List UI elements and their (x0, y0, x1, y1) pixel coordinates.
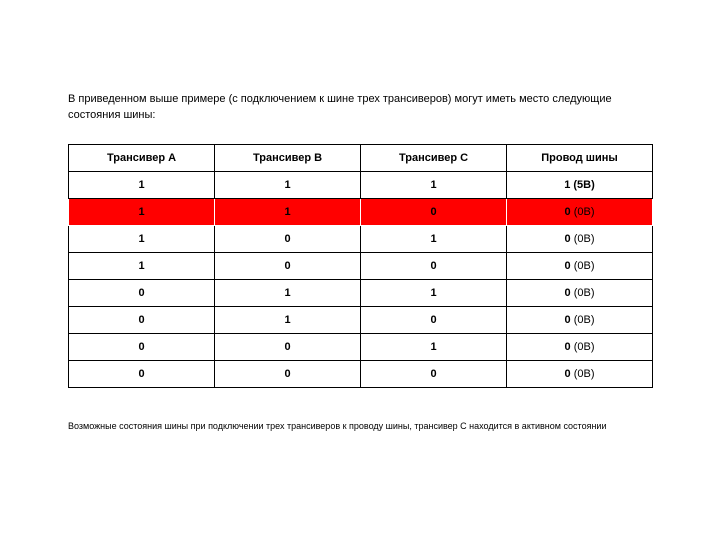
bus-voltage: (0В) (573, 260, 595, 272)
caption-text: Возможные состояния шины при подключении трех трансиверов к проводу шины, трансивер С находится в активном состоянии (68, 421, 607, 431)
cell-a: 0 (69, 334, 215, 361)
cell-c: 1 (361, 226, 507, 253)
bus-value: 0 (564, 341, 571, 353)
table-row (69, 172, 653, 199)
cell-bus (507, 361, 653, 388)
cell-a: 1 (69, 253, 215, 280)
intro-text: В приведенном выше примере (с подключением к шине трех трансиверов) могут иметь место следующие состояния шины: (68, 93, 612, 121)
table-row (69, 226, 653, 253)
table-row (69, 361, 653, 388)
cell-a: 1 (69, 199, 215, 226)
cell-c: 0 (361, 361, 507, 388)
bus-value: 0 (564, 260, 571, 272)
bus-value: 1 (564, 179, 571, 191)
header-transceiver-b: Трансивер В (215, 145, 361, 172)
table-row (69, 307, 653, 334)
bus-voltage: (0В) (573, 233, 595, 245)
cell-b: 0 (215, 253, 361, 280)
cell-bus (507, 253, 653, 280)
cell-c: 1 (361, 334, 507, 361)
bus-voltage: (0В) (573, 341, 595, 353)
bus-voltage: (5В) (573, 179, 595, 191)
cell-c: 1 (361, 280, 507, 307)
bus-voltage: (0В) (573, 368, 595, 380)
cell-bus (507, 307, 653, 334)
cell-c: 0 (361, 307, 507, 334)
cell-a: 0 (69, 361, 215, 388)
cell-bus (507, 334, 653, 361)
cell-a: 0 (69, 307, 215, 334)
bus-states-table (68, 144, 653, 388)
cell-b: 0 (215, 334, 361, 361)
bus-value: 0 (564, 314, 571, 326)
table-header-row (69, 145, 653, 172)
cell-bus (507, 172, 653, 199)
cell-b: 1 (215, 307, 361, 334)
cell-b: 0 (215, 361, 361, 388)
cell-a: 1 (69, 226, 215, 253)
table-row (69, 334, 653, 361)
cell-bus (507, 226, 653, 253)
bus-value: 0 (564, 287, 571, 299)
cell-c: 0 (361, 253, 507, 280)
table-row (69, 253, 653, 280)
cell-b: 1 (215, 172, 361, 199)
bus-value: 0 (564, 206, 571, 218)
cell-b: 1 (215, 280, 361, 307)
table-row (69, 280, 653, 307)
cell-bus (507, 199, 653, 226)
cell-b: 1 (215, 199, 361, 226)
bus-voltage: (0В) (573, 314, 595, 326)
table-row-highlighted (69, 199, 653, 226)
cell-c: 1 (361, 172, 507, 199)
cell-a: 1 (69, 172, 215, 199)
header-transceiver-c: Трансивер С (361, 145, 507, 172)
bus-voltage: (0В) (573, 287, 595, 299)
bus-value: 0 (564, 233, 571, 245)
cell-bus (507, 280, 653, 307)
cell-a: 0 (69, 280, 215, 307)
header-bus-wire: Провод шины (507, 145, 653, 172)
header-transceiver-a: Трансивер А (69, 145, 215, 172)
bus-value: 0 (564, 368, 571, 380)
bus-voltage: (0В) (573, 206, 595, 218)
cell-c: 0 (361, 199, 507, 226)
cell-b: 0 (215, 226, 361, 253)
